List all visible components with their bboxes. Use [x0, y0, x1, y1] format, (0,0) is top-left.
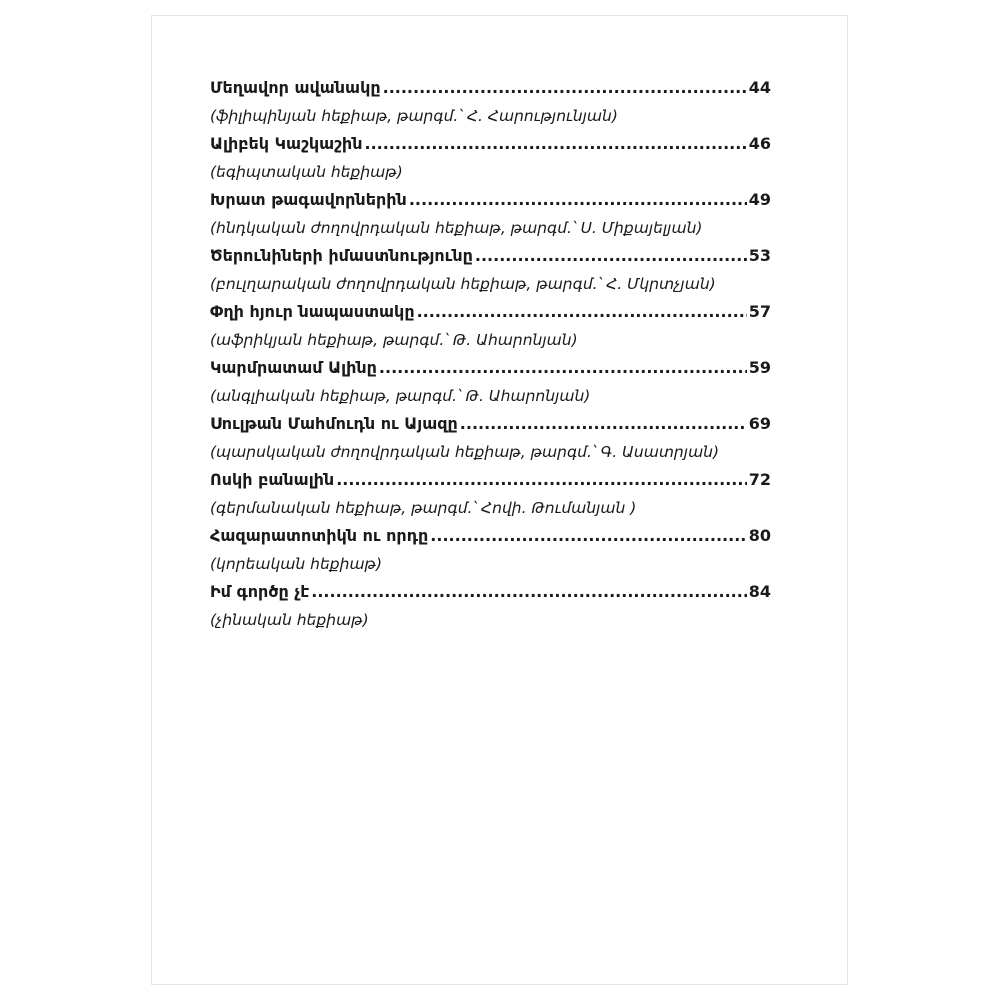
- toc-page-number: 46: [748, 134, 771, 153]
- toc-subtitle: (չինական հեքիաթ): [210, 611, 369, 629]
- book-page: [151, 15, 848, 985]
- toc-line: [210, 358, 771, 387]
- toc-line: [210, 302, 771, 331]
- toc-subtitle: (կորեական հեքիաթ): [210, 555, 383, 573]
- toc-entry: [210, 78, 771, 134]
- toc-dot-leader: [379, 358, 747, 377]
- toc-entry: [210, 134, 771, 190]
- toc-title: Փղի հյուր նապաստակը: [210, 302, 415, 321]
- toc-page-number: 69: [748, 414, 771, 433]
- toc-subtitle: (անգլիական հեքիաթ, թարգմ.՝ Թ. Աhարոնյան): [210, 387, 591, 405]
- toc-page-number: 57: [748, 302, 771, 321]
- toc-subtitle: (եգիպտական հեքիաթ): [210, 163, 403, 181]
- toc-title: Ծերունիների իմաստնությունը: [210, 246, 473, 265]
- table-of-contents: [210, 78, 771, 638]
- toc-entry: [210, 526, 771, 582]
- toc-entry: [210, 358, 771, 414]
- toc-line: [210, 190, 771, 219]
- toc-entry: [210, 470, 771, 526]
- toc-line: [210, 526, 771, 555]
- toc-subtitle: (հնդկական ժողովրդական հեքիաթ, թարգմ.՝ Ս. Միքայելյան): [210, 219, 703, 237]
- toc-title: Կարմրատամ Ալինը: [210, 358, 377, 377]
- toc-entry: [210, 190, 771, 246]
- toc-subtitle: (ֆիլիպինյան հեքիաթ, թարգմ.՝ Հ. Հարությունյան): [210, 107, 618, 125]
- toc-entry: [210, 302, 771, 358]
- toc-page-number: 84: [748, 582, 771, 601]
- toc-dot-leader: [336, 470, 747, 489]
- toc-page-number: 44: [748, 78, 771, 97]
- toc-subtitle: (պարսկական ժողովրդական հեքիաթ, թարգմ.՝ Գ. Ասատրյան): [210, 443, 720, 461]
- toc-title: Ալիբեկ Կաշկաշին: [210, 134, 363, 153]
- toc-line: [210, 134, 771, 163]
- toc-page-number: 72: [748, 470, 771, 489]
- toc-line: [210, 78, 771, 107]
- toc-line: [210, 414, 771, 443]
- toc-title: Ոսկի բանալին: [210, 470, 335, 489]
- toc-dot-leader: [383, 78, 747, 97]
- toc-title: Մեղավոր ավանակը: [210, 78, 381, 97]
- toc-dot-leader: [311, 582, 746, 601]
- toc-dot-leader: [417, 302, 747, 321]
- toc-line: [210, 470, 771, 499]
- toc-page-number: 59: [748, 358, 771, 377]
- toc-title: Սուլթան Մահմուդն ու Այազը: [210, 414, 458, 433]
- toc-line: [210, 246, 771, 275]
- toc-title: Խրատ թագավորներին: [210, 190, 407, 209]
- toc-subtitle: (աֆրիկյան հեքիաթ, թարգմ.՝ Թ. Աhարոնյան): [210, 331, 578, 349]
- toc-dot-leader: [409, 190, 747, 209]
- toc-page-number: 49: [748, 190, 771, 209]
- toc-entry: [210, 582, 771, 638]
- toc-dot-leader: [460, 414, 747, 433]
- toc-dot-leader: [364, 134, 746, 153]
- toc-page-number: 80: [748, 526, 771, 545]
- toc-page-number: 53: [748, 246, 771, 265]
- toc-title: Իմ գործը չէ: [210, 582, 310, 601]
- toc-line: [210, 582, 771, 611]
- toc-entry: [210, 246, 771, 302]
- toc-title: Հազարատոտիկն ու որդը: [210, 526, 429, 545]
- toc-subtitle: (բուլղարական ժողովրդական հեքիաթ, թարգմ.՝ Հ. Մկրտչյան): [210, 275, 716, 293]
- toc-dot-leader: [430, 526, 746, 545]
- toc-subtitle: (գերմանական հեքիաթ, թարգմ.՝ Հովի. Թումանյան ): [210, 499, 637, 517]
- toc-entry: [210, 414, 771, 470]
- toc-dot-leader: [475, 246, 747, 265]
